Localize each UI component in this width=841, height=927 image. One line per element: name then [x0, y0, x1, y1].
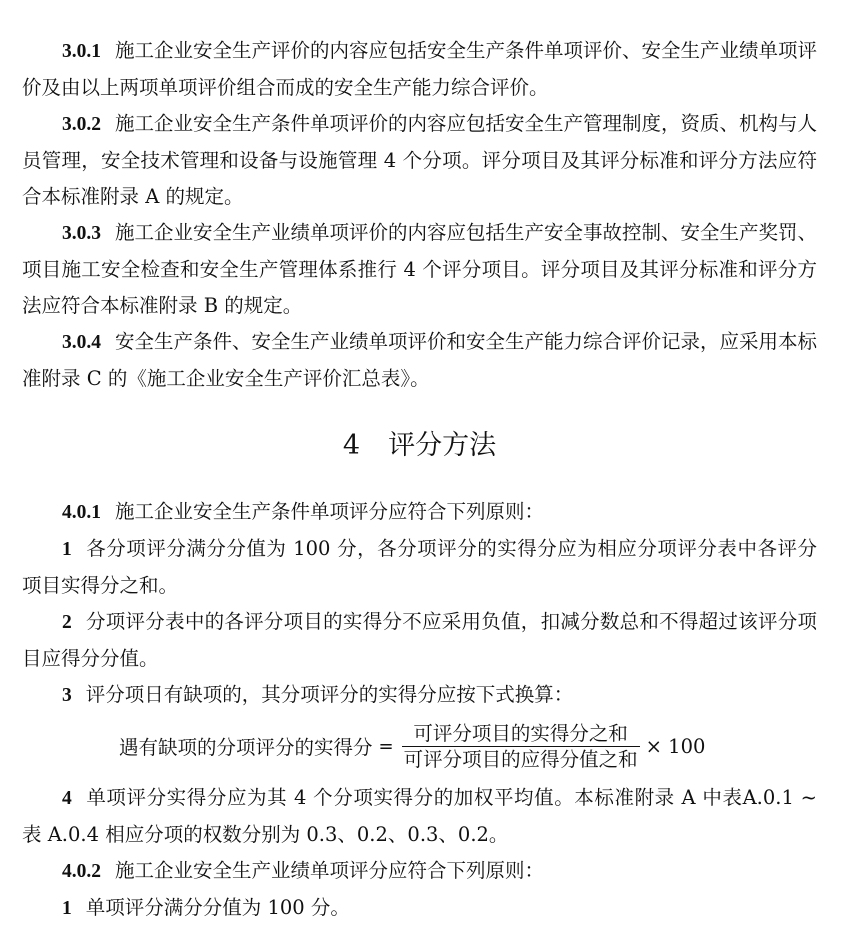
list-item — [22, 531, 817, 604]
document-page — [22, 33, 817, 927]
item-text: 单项评分满分分值为 100 分。 — [85, 896, 350, 919]
formula-lhs: 遇有缺项的分项评分的实得分 — [119, 736, 373, 759]
clause-text: 安全生产条件、安全生产业绩单项评价和安全生产能力综合评价记录，应采用本标准附录 C 的《施工企业安全生产评价汇总表》。 — [22, 330, 818, 390]
clause-number: 4.0.2 — [62, 861, 101, 882]
clause-number: 3.0.1 — [62, 41, 101, 62]
formula-fraction — [402, 721, 640, 772]
list-item — [22, 780, 817, 853]
item-number: 1 — [62, 539, 72, 560]
clause-4-0-1 — [22, 494, 817, 531]
formula-numerator: 可评分项目的实得分之和 — [413, 721, 628, 745]
item-text: 单项评分实得分应为其 4 个分项实得分的加权平均值。本标准附录 A 中表A.0.1 ~ 表 A.0.4 相应分项的权数分别为 0.3、0.2、0.3、0.2。 — [22, 786, 817, 846]
clause-number: 3.0.2 — [62, 114, 101, 135]
formula-equals: = — [378, 735, 394, 757]
formula-multiplier: × 100 — [645, 734, 706, 758]
list-item — [22, 677, 817, 714]
clause-3-0-3 — [22, 215, 817, 324]
clause-3-0-1 — [22, 33, 817, 106]
item-number: 2 — [62, 612, 72, 633]
clause-number: 3.0.3 — [62, 223, 101, 244]
item-number: 3 — [62, 685, 72, 706]
clause-number: 4.0.1 — [62, 502, 101, 523]
item-text: 分项评分表中的各评分项目的实得分不应采用负值，扣减分数总和不得超过该评分项目应得分分值。 — [22, 610, 817, 670]
clause-text: 施工企业安全生产业绩单项评价的内容应包括生产安全事故控制、安全生产奖罚、项目施工安全检查和安全生产管理体系推行 4 个评分项目。评分项目及其评分标准和评分方法应符合本标准附录 B 的规定。 — [22, 221, 818, 317]
chapter-heading — [22, 426, 817, 466]
chapter-number: 4 — [342, 430, 361, 461]
clause-text: 施工企业安全生产业绩单项评分应符合下列原则： — [115, 859, 545, 882]
list-item — [22, 890, 817, 927]
clause-3-0-4 — [22, 324, 817, 397]
clause-number: 3.0.4 — [62, 332, 101, 353]
clause-text: 施工企业安全生产评价的内容应包括安全生产条件单项评价、安全生产业绩单项评价及由以上两项单项评价组合而成的安全生产能力综合评价。 — [22, 39, 818, 99]
chapter-title: 评分方法 — [388, 430, 497, 461]
item-text: 评分项日有缺项的，其分项评分的实得分应按下式换算： — [85, 683, 574, 706]
formula-denominator: 可评分项目的应得分值之和 — [403, 747, 638, 771]
list-item — [22, 604, 817, 677]
score-formula — [119, 718, 817, 774]
item-number: 4 — [62, 788, 72, 809]
clause-text: 施工企业安全生产条件单项评分应符合下列原则： — [115, 500, 545, 523]
clause-text: 施工企业安全生产条件单项评价的内容应包括安全生产管理制度，资质、机构与人员管理，安全技术管理和设备与设施管理 4 个分项。评分项目及其评分标准和评分方法应符合本标准附录 A 的规定。 — [22, 112, 818, 208]
clause-3-0-2 — [22, 106, 817, 215]
item-number: 1 — [62, 898, 72, 919]
item-text: 各分项评分满分分值为 100 分，各分项评分的实得分应为相应分项评分表中各评分项目实得分之和。 — [22, 537, 817, 597]
